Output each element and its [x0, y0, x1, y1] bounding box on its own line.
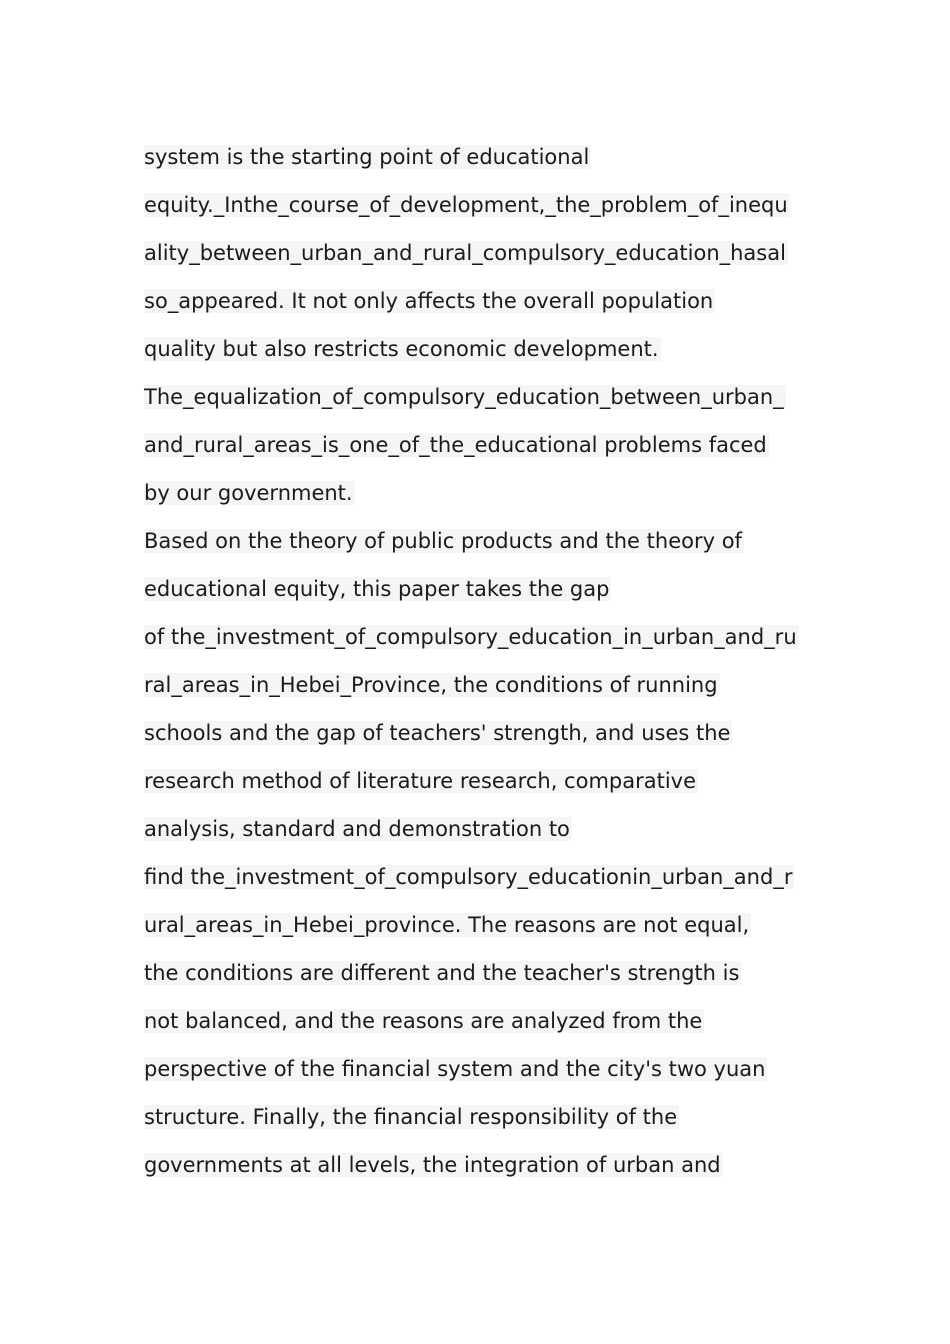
text-line	[144, 757, 824, 805]
text-line-content: perspective of the financial system and the city's two yuan	[144, 1057, 766, 1081]
text-line	[144, 517, 824, 565]
text-line-content: educational equity, this paper takes the gap	[144, 577, 610, 601]
text-line	[144, 709, 824, 757]
text-line-content: Based on the theory of public products and the theory of	[144, 529, 742, 553]
text-line-content: The_equalization_of_compulsory_education_between_urban_	[144, 385, 784, 409]
text-line	[144, 469, 824, 517]
text-line	[144, 949, 824, 997]
text-line-content: analysis, standard and demonstration to	[144, 817, 570, 841]
text-line	[144, 325, 824, 373]
text-line-content: quality but also restricts economic development.	[144, 337, 659, 361]
text-line-content: schools and the gap of teachers' strength, and uses the	[144, 721, 731, 745]
text-line-content: research method of literature research, comparative	[144, 769, 697, 793]
text-line	[144, 661, 824, 709]
text-line-content: the conditions are different and the teacher's strength is	[144, 961, 740, 985]
text-line-content: ral_areas_in_Hebei_Province, the conditions of running	[144, 673, 718, 697]
abstract-text	[144, 133, 824, 1189]
text-line-content: by our government.	[144, 481, 353, 505]
text-line	[144, 133, 824, 181]
text-line	[144, 181, 824, 229]
text-line	[144, 565, 824, 613]
text-line-content: equity._Inthe_course_of_development,_the_problem_of_inequ	[144, 193, 788, 217]
text-line-content: not balanced, and the reasons are analyzed from the	[144, 1009, 703, 1033]
text-line	[144, 277, 824, 325]
text-line-content: find the_investment_of_compulsory_educationin_urban_and_r	[144, 865, 793, 889]
text-line	[144, 901, 824, 949]
text-line	[144, 229, 824, 277]
text-line	[144, 1141, 824, 1189]
text-line-content: so_appeared. It not only affects the overall population	[144, 289, 714, 313]
text-line-content: structure. Finally, the financial responsibility of the	[144, 1105, 678, 1129]
text-line	[144, 613, 824, 661]
text-line	[144, 421, 824, 469]
text-line	[144, 1093, 824, 1141]
text-line-content: of the_investment_of_compulsory_education_in_urban_and_ru	[144, 625, 797, 649]
text-line-content: governments at all levels, the integration of urban and	[144, 1153, 721, 1177]
text-line-content: and_rural_areas_is_one_of_the_educational problems faced	[144, 433, 767, 457]
text-line-content: system is the starting point of educational	[144, 145, 590, 169]
text-line	[144, 373, 824, 421]
text-line	[144, 997, 824, 1045]
text-line	[144, 853, 824, 901]
text-line-content: ural_areas_in_Hebei_province. The reasons are not equal,	[144, 913, 750, 937]
text-line-content: ality_between_urban_and_rural_compulsory_education_hasal	[144, 241, 786, 265]
text-line	[144, 805, 824, 853]
text-line	[144, 1045, 824, 1093]
